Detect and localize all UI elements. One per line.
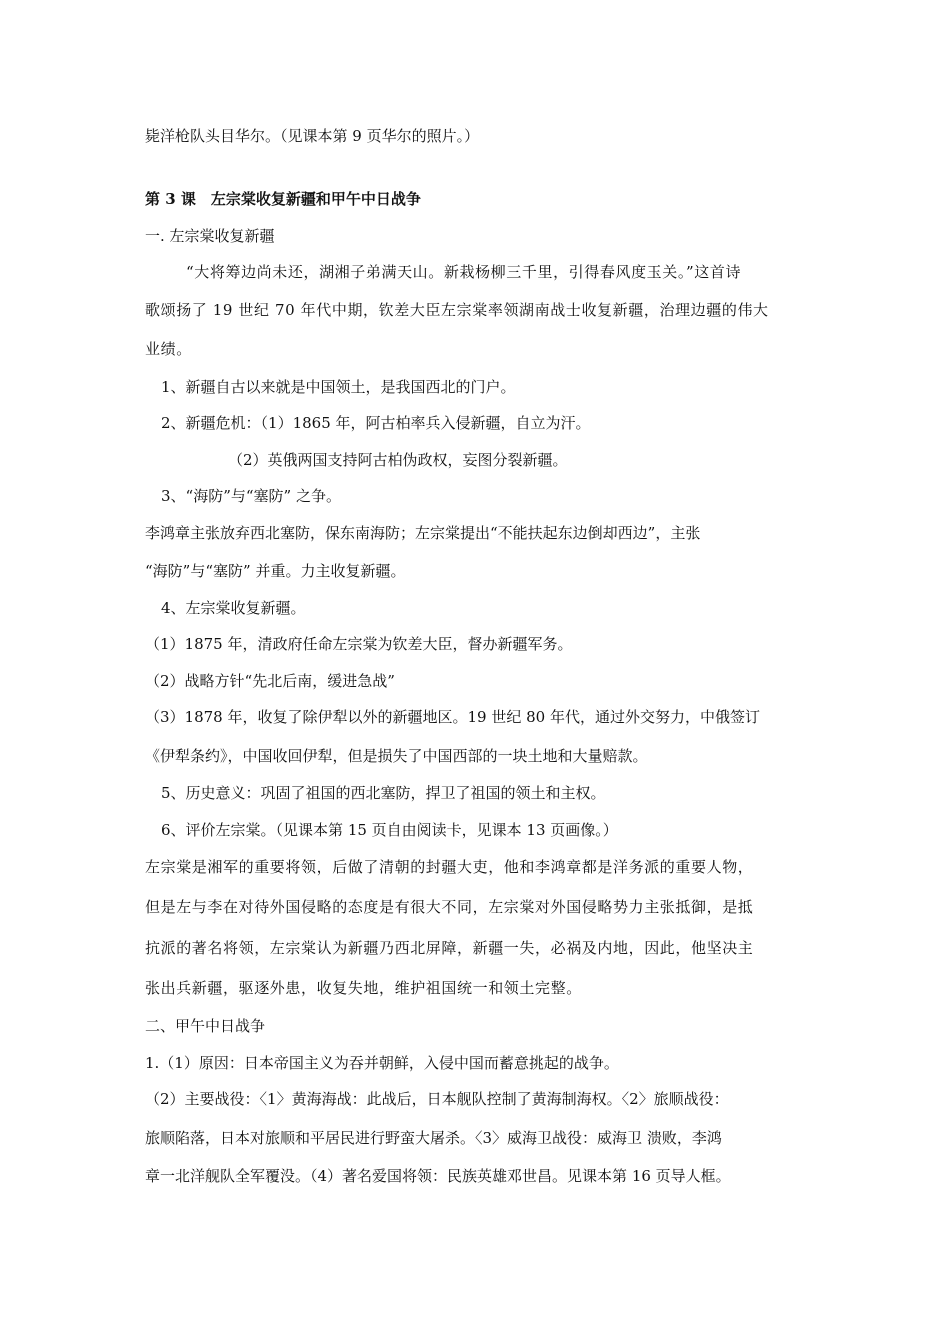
section-heading: 一. 左宗棠收复新疆: [145, 227, 275, 245]
text-line: 李鸿章主张放弃西北塞防，保东南海防；左宗棠提出“不能扶起东边倒却西边”，主张: [145, 524, 701, 542]
evaluation-paragraph-line: 张出兵新疆，驱逐外患，收复失地，维护祖国统一和领土完整。: [145, 979, 582, 997]
text-line: 《伊犁条约》，中国收回伊犁，但是损失了中国西部的一块土地和大量赔款。: [145, 747, 648, 765]
evaluation-paragraph-line: 左宗棠是湘军的重要将领，后做了清朝的封疆大吏，他和李鸿章都是洋务派的重要人物，: [145, 858, 754, 876]
text-line: 1.（1）原因：日本帝国主义为吞并朝鲜，入侵中国而蓄意挑起的战争。: [145, 1054, 619, 1072]
list-item: 6、评价左宗棠。（见课本第 15 页自由阅读卡，见课本 13 页画像。）: [161, 821, 618, 839]
text-line: “海防”与“塞防” 并重。力主收复新疆。: [145, 562, 406, 580]
section-heading: 二、甲午中日战争: [145, 1017, 266, 1035]
text-line: 毙洋枪队头目华尔。（见课本第 9 页华尔的照片。）: [145, 127, 480, 145]
list-item: 5、历史意义：巩固了祖国的西北塞防，捍卫了祖国的领土和主权。: [161, 784, 606, 802]
list-subitem: （2）英俄两国支持阿古柏伪政权，妄图分裂新疆。: [228, 451, 568, 469]
poem-paragraph-line: 业绩。: [145, 340, 192, 358]
list-item: 2、新疆危机：（1）1865 年，阿古柏率兵入侵新疆，自立为汗。: [161, 414, 591, 432]
list-subitem: （1）1875 年，清政府任命左宗棠为钦差大臣，督办新疆军务。: [145, 635, 573, 653]
text-line: （2）主要战役：〈1〉黄海海战：此战后，日本舰队控制了黄海制海权。〈2〉旅顺战役：: [145, 1090, 729, 1108]
text-line: 旅顺陷落，日本对旅顺和平居民进行野蛮大屠杀。〈3〉威海卫战役：威海卫 溃败，李鸿: [145, 1129, 722, 1147]
list-item: 4、左宗棠收复新疆。: [161, 599, 306, 617]
list-subitem: （3）1878 年，收复了除伊犁以外的新疆地区。19 世纪 80 年代，通过外交努力，中俄签订: [145, 708, 760, 726]
poem-paragraph-line: 歌颂扬了 19 世纪 70 年代中期，钦差大臣左宗棠率领湖南战士收复新疆，治理边疆的伟大: [145, 301, 769, 319]
poem-paragraph-line: “大将筹边尚未还，湖湘子弟满天山。新栽杨柳三千里，引得春风度玉关。”这首诗: [186, 263, 742, 281]
list-item: 1、新疆自古以来就是中国领土，是我国西北的门户。: [161, 378, 516, 396]
lesson-heading: 第 3 课 左宗棠收复新疆和甲午中日战争: [145, 190, 421, 208]
list-item: 3、“海防”与“塞防” 之争。: [161, 487, 341, 505]
list-subitem: （2）战略方针“先北后南，缓进急战”: [145, 672, 395, 690]
evaluation-paragraph-line: 抗派的著名将领，左宗棠认为新疆乃西北屏障，新疆一失，必祸及内地，因此，他坚决主: [145, 939, 754, 957]
text-line: 章一北洋舰队全军覆没。（4）著名爱国将领：民族英雄邓世昌。见课本第 16 页导人框。: [145, 1167, 731, 1185]
evaluation-paragraph-line: 但是左与李在对待外国侵略的态度是有很大不同，左宗棠对外国侵略势力主张抵御，是抵: [145, 898, 754, 916]
